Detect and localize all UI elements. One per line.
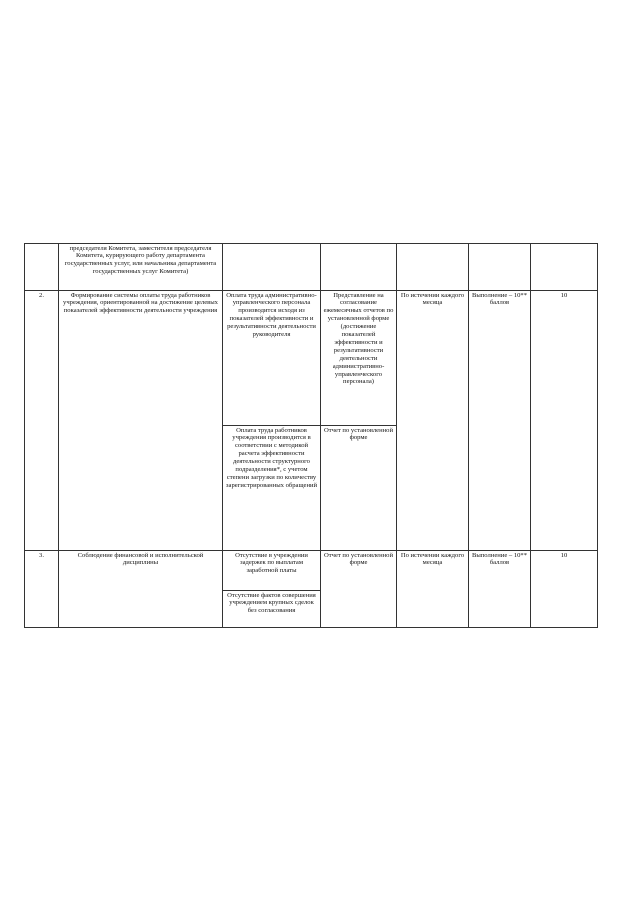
cell-indicator: Оплата труда административно-управленческого персонала производится исходя из показателей эффективности и результативности деятельности руководителя	[223, 291, 321, 426]
cell-report: Отчет по установленной форме	[321, 551, 397, 628]
cell-period	[397, 244, 469, 291]
cell-report	[321, 244, 397, 291]
cell-title: Соблюдение финансовой и исполнительской дисциплины	[59, 551, 223, 628]
cell-indicator: Оплата труда работников учреждения производится в соответствии с методикой расчета эффективности деятельности структурного подразделения*, с учетом степени загрузки по количеству зарегистрированных обращений	[223, 426, 321, 551]
cell-indicator: Отсутствие фактов совершения учреждением крупных сделок без согласования	[223, 591, 321, 628]
table-row	[25, 291, 598, 426]
cell-period: По истечении каждого месяца	[397, 291, 469, 551]
cell-points	[531, 244, 598, 291]
kpi-table	[24, 243, 598, 628]
cell-criteria	[469, 244, 531, 291]
cell-criteria: Выполнение – 10** баллов	[469, 551, 531, 628]
cell-indicator: Отсутствие в учреждении задержек по выплатам заработной платы	[223, 551, 321, 591]
cell-num	[25, 244, 59, 291]
table-row	[25, 244, 598, 291]
cell-points: 10	[531, 551, 598, 628]
cell-title	[59, 244, 223, 291]
cell-num: 3.	[25, 551, 59, 628]
cell-period: По истечении каждого месяца	[397, 551, 469, 628]
cell-indicator	[223, 244, 321, 291]
cell-report: Отчет по установленной форме	[321, 426, 397, 551]
cell-criteria: Выполнение – 10** баллов	[469, 291, 531, 551]
table-row	[25, 551, 598, 591]
cell-num: 2.	[25, 291, 59, 551]
cell-points: 10	[531, 291, 598, 551]
cell-title: Формирование системы оплаты труда работников учреждения, ориентированной на достижение целевых показателей эффективности деятельности учреждения	[59, 291, 223, 551]
continuation-text: председателя Комитета, заместителя председателя Комитета, курирующего работу департамента государственных услуг, или начальника департамента государственных услуг Комитета)	[64, 244, 217, 276]
cell-report: Представление на согласование ежемесячных отчетов по установленной форме (достижение показателей эффективности и результативности деятельности административно-управленческого персонала)	[321, 291, 397, 426]
